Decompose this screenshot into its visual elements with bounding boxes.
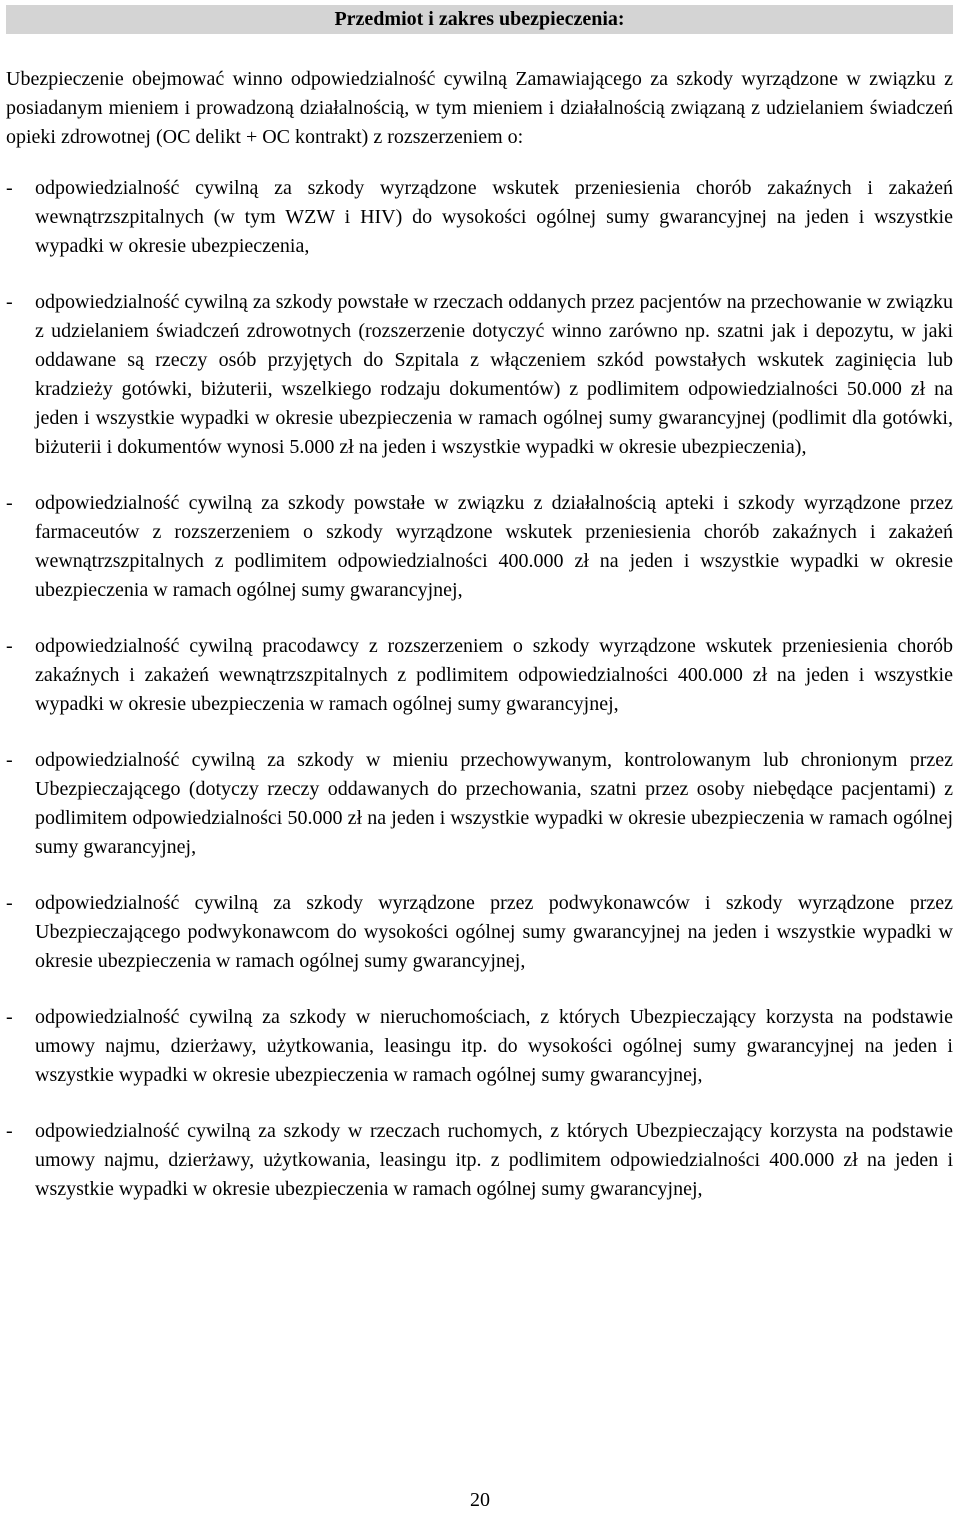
page-number: 20 <box>470 1489 490 1511</box>
coverage-item-subcontractors <box>6 889 953 976</box>
list-dash: - <box>6 1120 13 1142</box>
coverage-item-pharmacy <box>6 489 953 605</box>
list-dash: - <box>6 892 13 914</box>
list-item-text: odpowiedzialność cywilną za szkody powstałe w rzeczach oddanych przez pacjentów na przechowanie w związku z udzielaniem świadczeń zdrowotnych (rozszerzenie dotyczyć winno zarówno np. szatni jak i depozytu, w jaki oddawane są rzeczy osób przyjętych do Szpitala z włączeniem szkód powstałych wskutek zaginięcia lub kradzieży gotówki, biżuterii, wszelkiego rodzaju dokumentów) z podlimitem odpowiedzialności 50.000 zł na jeden i wszystkie wypadki w okresie ubezpieczenia w ramach ogólnej sumy gwarancyjnej (podlimit dla gotówki, biżuterii i dokumentów wynosi 5.000 zł na jeden i wszystkie wypadki w okresie ubezpieczenia), <box>35 291 953 458</box>
coverage-item-employer <box>6 632 953 719</box>
section-heading: Przedmiot i zakres ubezpieczenia: <box>6 5 953 34</box>
list-dash: - <box>6 749 13 771</box>
coverage-item-real-estate <box>6 1003 953 1090</box>
intro-paragraph: Ubezpieczenie obejmować winno odpowiedzialność cywilną Zamawiającego za szkody wyrządzone w związku z posiadanym mieniem i prowadzoną działalnością, w tym mieniem i działalnością związaną z udzielaniem świadczeń opieki zdrowotnej (OC delikt + OC kontrakt) z rozszerzeniem o: <box>6 68 953 148</box>
coverage-item-infectious-diseases <box>6 174 953 261</box>
list-dash: - <box>6 635 13 657</box>
list-item-text: odpowiedzialność cywilną za szkody w rzeczach ruchomych, z których Ubezpieczający korzysta na podstawie umowy najmu, dzierżawy, użytkowania, leasingu itp. z podlimitem odpowiedzialności 400.000 zł na jeden i wszystkie wypadki w okresie ubezpieczenia w ramach ogólnej sumy gwarancyjnej, <box>35 1120 953 1200</box>
list-item-text: odpowiedzialność cywilną za szkody powstałe w związku z działalnością apteki i szkody wyrządzone przez farmaceutów z rozszerzeniem o szkody wyrządzone wskutek przeniesienia chorób zakaźnych i zakażeń wewnątrzszpitalnych z podlimitem odpowiedzialności 400.000 zł na jeden i wszystkie wypadki w okresie ubezpieczenia w ramach ogólnej sumy gwarancyjnej, <box>35 492 953 601</box>
coverage-item-deposited-items <box>6 288 953 462</box>
coverage-list <box>6 174 953 1204</box>
list-dash: - <box>6 492 13 514</box>
list-item-text: odpowiedzialność cywilną za szkody wyrządzone wskutek przeniesienia chorób zakaźnych i zakażeń wewnątrzszpitalnych (w tym WZW i HIV) do wysokości ogólnej sumy gwarancyjnej na jeden i wszystkie wypadki w okresie ubezpieczenia, <box>35 177 953 257</box>
coverage-item-movable-property <box>6 1117 953 1204</box>
coverage-item-stored-property <box>6 746 953 862</box>
document-page <box>6 5 953 1231</box>
list-item-text: odpowiedzialność cywilną za szkody w mieniu przechowywanym, kontrolowanym lub chronionym przez Ubezpieczającego (dotyczy rzeczy oddawanych do przechowania, szatni przez osoby niebędące pacjentami) z podlimitem odpowiedzialności 50.000 zł na jeden i wszystkie wypadki w okresie ubezpieczenia w ramach ogólnej sumy gwarancyjnej, <box>35 749 953 858</box>
list-dash: - <box>6 291 13 313</box>
list-dash: - <box>6 1006 13 1028</box>
list-item-text: odpowiedzialność cywilną pracodawcy z rozszerzeniem o szkody wyrządzone wskutek przeniesienia chorób zakaźnych i zakażeń wewnątrzszpitalnych z podlimitem odpowiedzialności 400.000 zł na jeden i wszystkie wypadki w okresie ubezpieczenia w ramach ogólnej sumy gwarancyjnej, <box>35 635 953 715</box>
list-item-text: odpowiedzialność cywilną za szkody w nieruchomościach, z których Ubezpieczający korzysta na podstawie umowy najmu, dzierżawy, użytkowania, leasingu itp. do wysokości ogólnej sumy gwarancyjnej na jeden i wszystkie wypadki w okresie ubezpieczenia w ramach ogólnej sumy gwarancyjnej, <box>35 1006 953 1086</box>
list-item-text: odpowiedzialność cywilną za szkody wyrządzone przez podwykonawców i szkody wyrządzone przez Ubezpieczającego podwykonawcom do wysokości ogólnej sumy gwarancyjnej na jeden i wszystkie wypadki w okresie ubezpieczenia w ramach ogólnej sumy gwarancyjnej, <box>35 892 953 972</box>
list-dash: - <box>6 177 13 199</box>
